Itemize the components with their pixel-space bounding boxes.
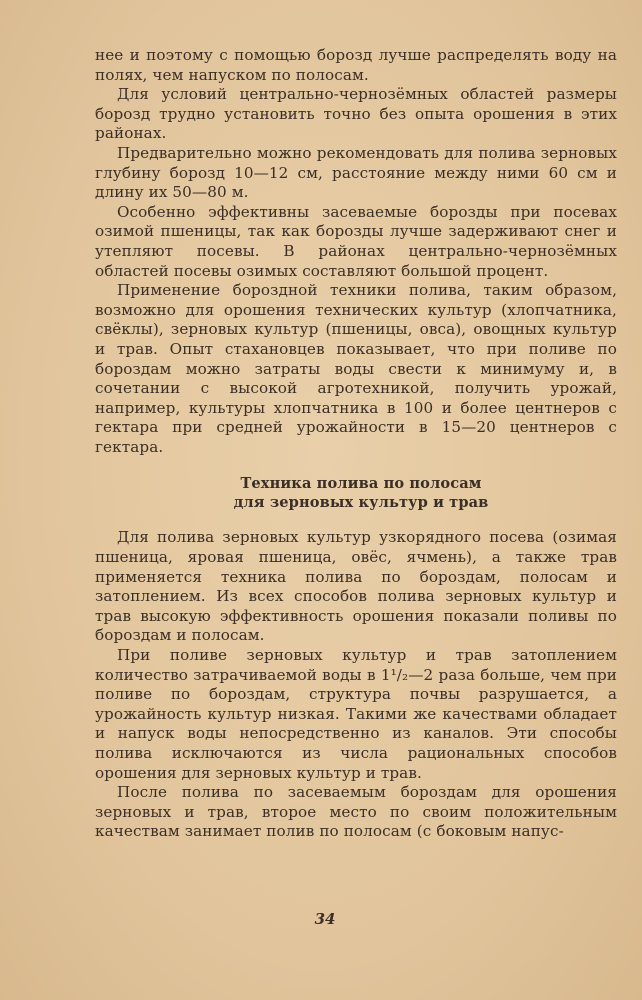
section-heading-line-1: Техника полива по полосам — [240, 475, 482, 493]
paragraph-furrow-size: Для условий центрально-чернозёмных областей размеры борозд трудно установить точно без опыта орошения в этих районах. — [95, 85, 617, 143]
spacer — [95, 457, 617, 474]
paragraph-furrow-technique: Применение бороздной техники полива, таким образом, возможно для орошения технических культур (хлопчатника, свёклы), зерновых культур (пшеницы, овса), овощных культур и трав. Опыт стахановцев показывает, что при поливе по бороздам можно затраты воды свести к минимуму и, в сочетании с высокой агротехникой, получить урожай, например, культуры хлопчатника в 100 и более центнеров с гектара при средней урожайности в 15—20 центнеров с гектара. — [95, 281, 617, 456]
paragraph-strip-irrigation: После полива по засеваемым бороздам для орошения зерновых и трав, второе место по своим положительным качествам занимает полив по полосам (с боковым напус- — [95, 783, 617, 841]
paragraph-flooding: При поливе зерновых культур и трав затоплением количество затрачиваемой воды в 1¹/₂—2 раза больше, чем при поливе по бороздам, структура почвы разрушается, а урожайность культур низкая. Такими же качествами обладает и напуск воды непосредственно из каналов. Эти способы полива исключаются из числа рациональных способов орошения для зерновых культур и трав. — [95, 646, 617, 782]
paragraph-grain-irrigation: Для полива зерновых культур узкорядного посева (озимая пшеница, яровая пшеница, овёс, ячмень), а также трав применяется техника полива по бороздам, полосам и затоплением. Из всех способов полива зерновых культур и трав высокую эффективность орошения показали поливы по бороздам и полосам. — [95, 528, 617, 645]
section-heading — [95, 474, 617, 512]
paragraph-winter-wheat: Особенно эффективны засеваемые борозды при посевах озимой пшеницы, так как борозды лучше задерживают снег и утепляют посевы. В районах центрально-чернозёмных областей посевы озимых составляют большой процент. — [95, 202, 617, 280]
page-body-text — [95, 46, 617, 842]
paragraph-recommendation: Предварительно можно рекомендовать для полива зерновых глубину борозд 10—12 см, расстояние между ними 60 см и длину их 50—80 м. — [95, 143, 617, 202]
spacer — [95, 512, 617, 528]
paragraph-continuation: нее и поэтому с помощью борозд лучше распределять воду на полях, чем напуском по полосам. — [95, 46, 617, 84]
page-number: 34 — [314, 910, 336, 928]
section-heading-line-2: для зерновых культур и трав — [233, 494, 489, 512]
